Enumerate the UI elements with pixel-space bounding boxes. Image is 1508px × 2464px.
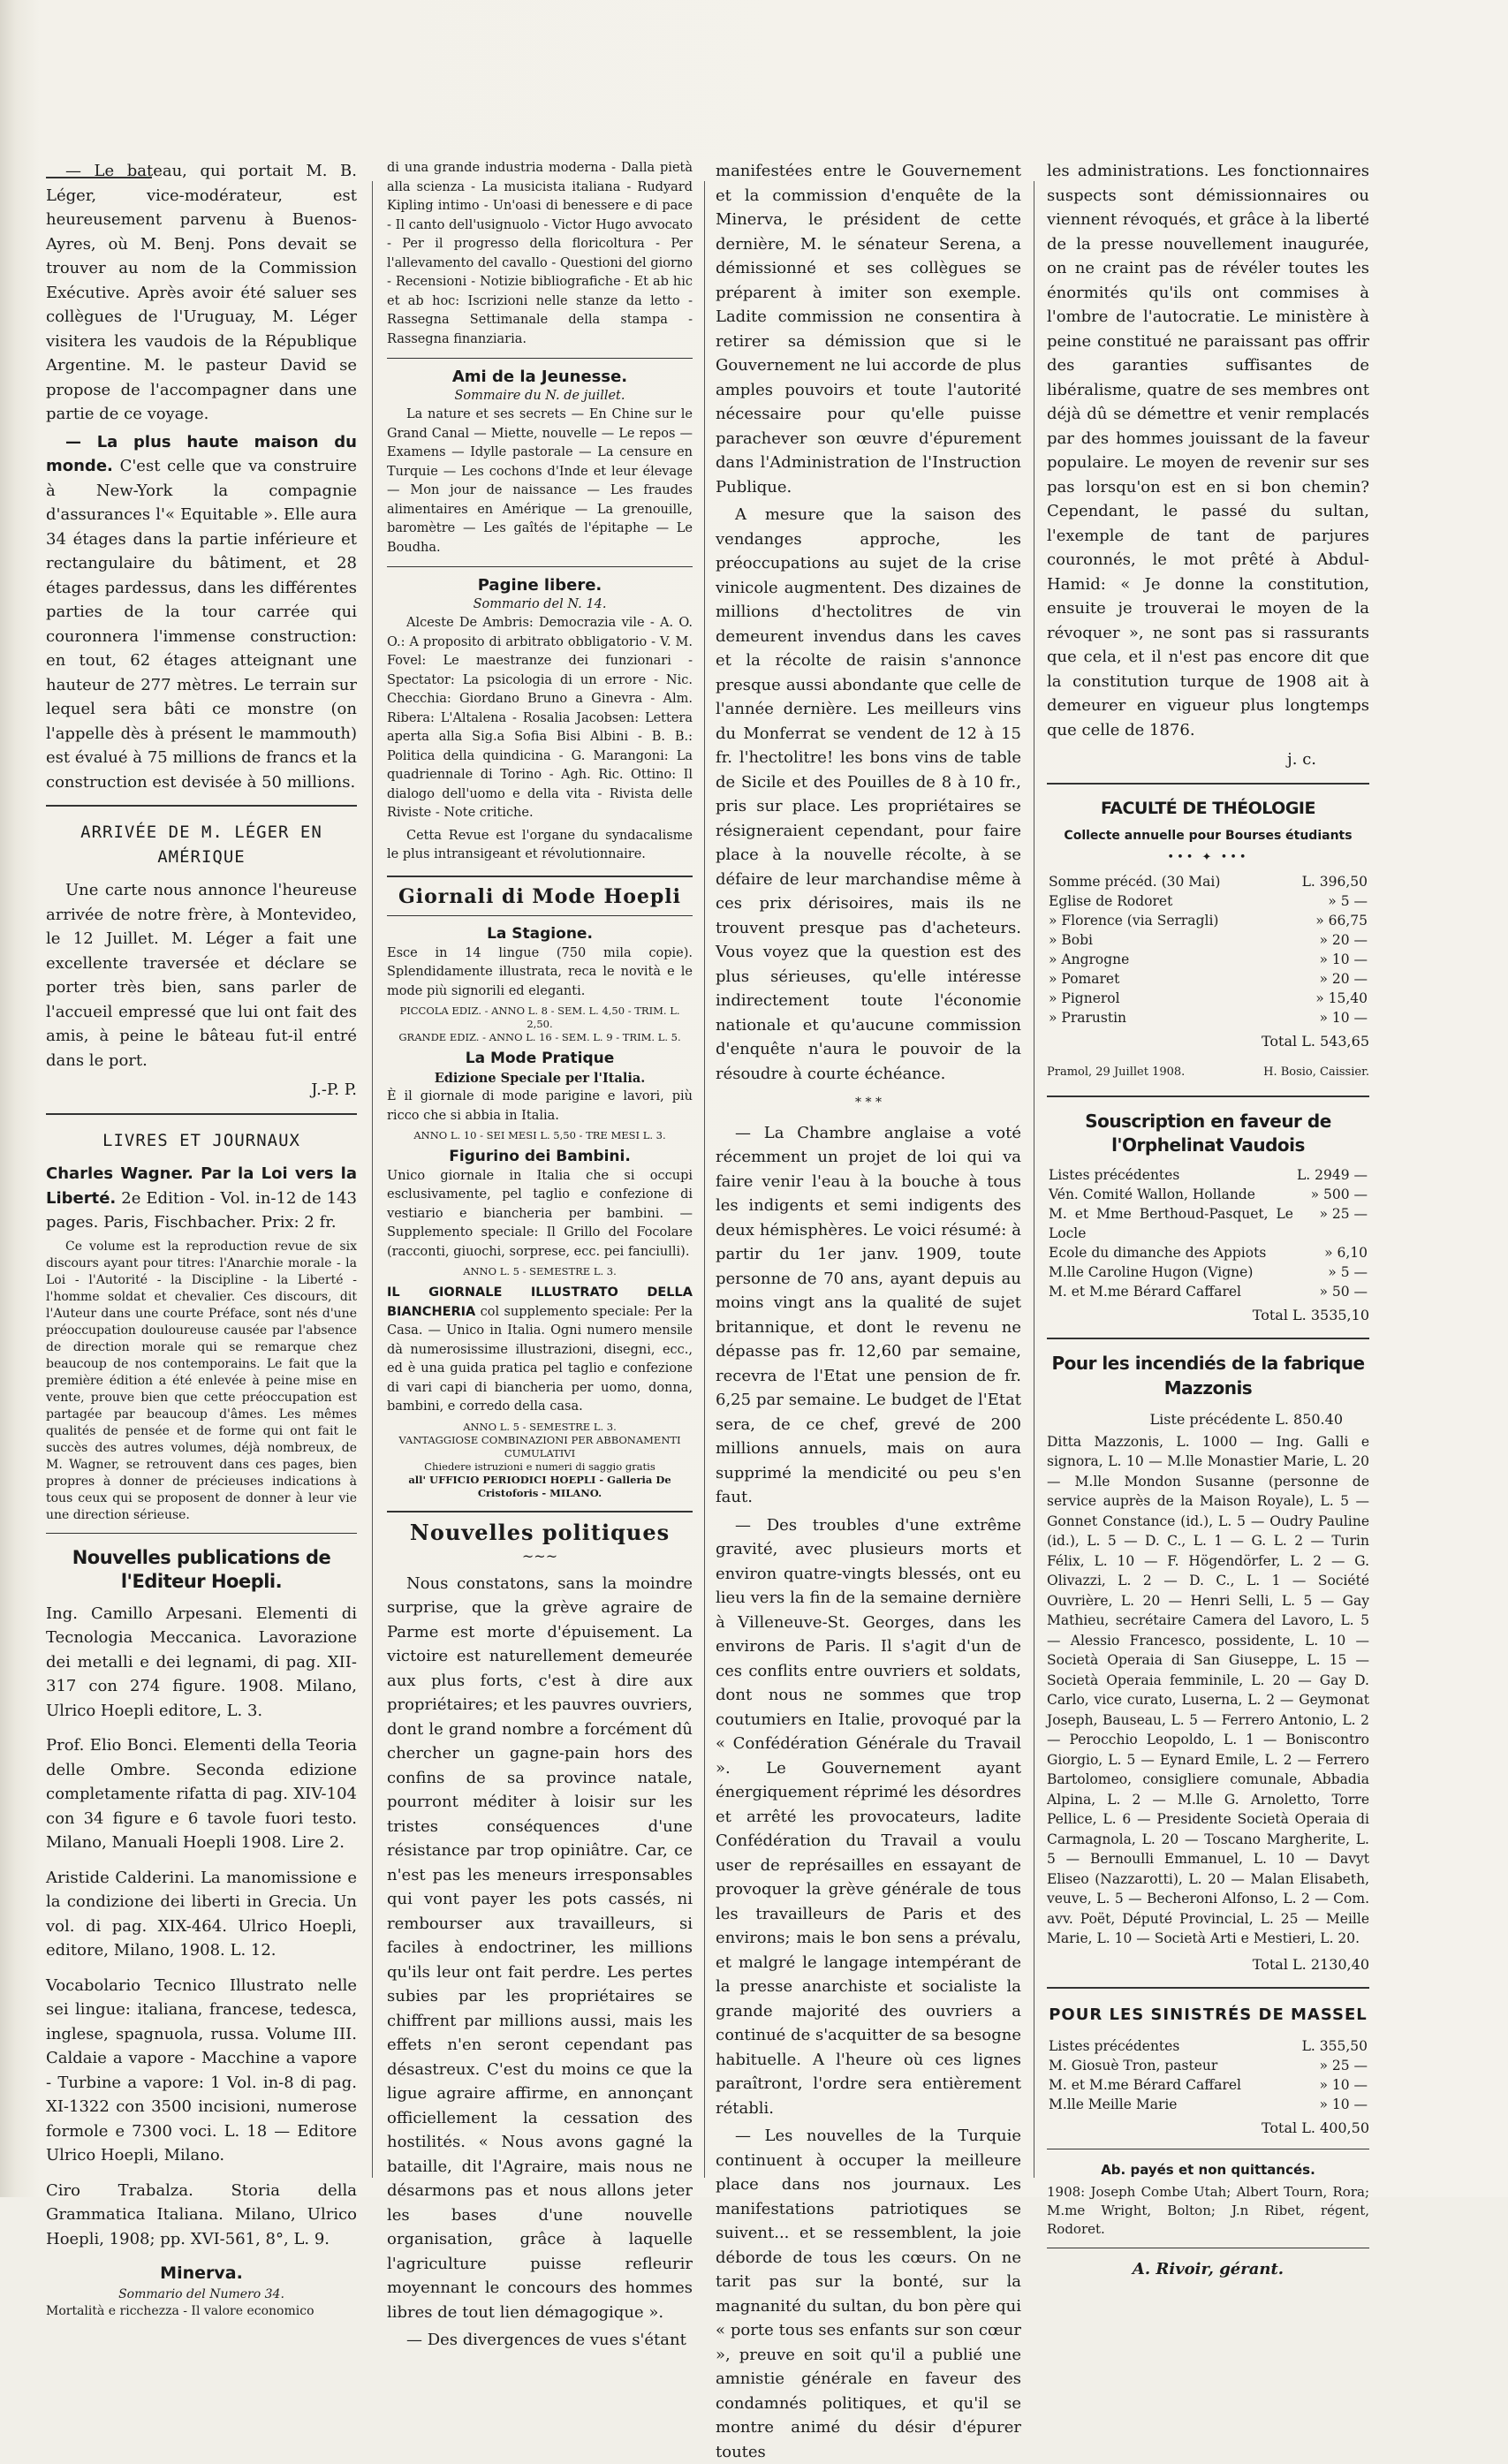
orphelinat-row-label: Listes précédentes — [1049, 1166, 1180, 1183]
mode-body: È il giornale di mode parigine e lavori, più ricco che si abbia in Italia. — [387, 1089, 693, 1123]
column-1 — [46, 159, 357, 2318]
divider — [387, 915, 693, 916]
divider — [1047, 1096, 1369, 1097]
stagione-price-2: GRANDE EDIZ. - ANNO L. 16 - SEM. L. 9 - TRIM. L. 5. — [398, 1031, 681, 1043]
book-entry-1: Ing. Camillo Arpesani. Elementi di Tecnologia Meccanica. Lavorazione dei metalli e dei legnami, di pag. XII-317 con 274 figure. 1908. Milano, Ulrico Hoepli editore, L. 3. — [46, 1603, 357, 1720]
orphelinat-row-amount: L. 2949 — — [1296, 1166, 1368, 1183]
mazzonis-previous: Liste précédente L. 850.40 — [1149, 1411, 1343, 1428]
divider — [1047, 1338, 1369, 1339]
divider — [1047, 1987, 1369, 1989]
arrivee-signature: J.-P. P. — [311, 1080, 357, 1099]
biancheria-price: ANNO L. 5 - SEMESTRE L. 3. — [463, 1420, 617, 1433]
faculte-row-amount: » 20 — — [1319, 931, 1368, 948]
column-3 — [716, 159, 1021, 2461]
orphelinat-title: Souscription en faveur de l'Orphelinat Vaudois — [1085, 1110, 1331, 1156]
politiques-p2: — Des divergences de vues s'étant — [406, 2331, 686, 2349]
news-maison-body: C'est celle que va construire à New-York la compagnie d'assurances l'« Equitable ». Elle aura 34 étages dans la partie inférieure et rectangulaire du bâtiment, et 28 étages pardessus, dans les différentes parties de la tour carrée qui couronnera l'immense construction: en tout, 62 étages atteignant une hauteur de 277 mètres. Le terrain sur lequel sera bâti ce monstre (on l'appelle dès à présent le mammouth) est évalué à 75 millions de francs et la construction est devisée à 50 millions. — [46, 457, 357, 792]
faculte-row-amount: L. 396,50 — [1301, 873, 1368, 890]
news-maison-head: — La plus haute maison du monde. — [46, 432, 357, 475]
politiques-title: Nouvelles politiques — [409, 1519, 671, 1545]
massel-row-amount: » 10 — — [1319, 2076, 1368, 2093]
book-entry-5: Ciro Trabalza. Storia della Grammatica Italiana. Milano, Ulrico Hoepli, 1908; pp. XVI-561, 8°, L. 9. — [46, 2180, 357, 2248]
mode-subtitle: Edizione Speciale per l'Italia. — [434, 1070, 646, 1086]
divider — [46, 805, 357, 807]
faculte-caissier: H. Bosio, Caissier. — [1263, 1065, 1369, 1079]
faculte-row — [1047, 969, 1369, 989]
faculte-ornament: ••• ✦ ••• — [1167, 851, 1249, 864]
faculte-footer — [1047, 1060, 1369, 1085]
orphelinat-table — [1047, 1165, 1369, 1301]
ufficio-text: all' UFFICIO PERIODICI HOEPLI - Galleria De Cristoforis - MILANO. — [408, 1473, 671, 1499]
orphelinat-row-label: M.lle Caroline Hugon (Vigne) — [1049, 1263, 1254, 1280]
book-entry-3: Aristide Calderini. La manomissione e la condizione dei liberti in Grecia. Un vol. di pag. XIX-464. Ulrico Hoepli, editore, Milano, 1908. L. 12. — [46, 1868, 357, 1960]
faculte-row — [1047, 1008, 1369, 1027]
mode-title: La Mode Pratique — [465, 1050, 615, 1067]
faculte-title: FACULTÉ DE THÉOLOGIE — [1101, 798, 1315, 818]
faculte-row-label: » Prarustin — [1049, 1009, 1127, 1026]
biancheria-body: col supplemento speciale: Per la Casa. — Unico in Italia. Ogni numero mensile dà numerosissime illustrazioni, disegni, ecc., ed è una guida pratica pel taglio e confezione di vari capi di biancheria per uomo, donna, bambini, e corredo della casa. — [387, 1304, 693, 1414]
faculte-row-amount: » 20 — — [1319, 970, 1368, 987]
wagner-head: Charles Wagner. Par la Loi vers la Liberté. — [46, 1164, 357, 1208]
mazzonis-title: Pour les incendiés de la fabrique Mazzonis — [1051, 1353, 1365, 1399]
hoepli-title: Nouvelles publications de l'Editeur Hoepli. — [72, 1546, 331, 1592]
wagner-entry — [46, 1162, 357, 1235]
orphelinat-total: Total L. 3535,10 — [1252, 1306, 1369, 1323]
massel-total: Total L. 400,50 — [1261, 2119, 1369, 2136]
figurino-body: Unico giornale in Italia che si occupi esclusivamente, pel taglio e confezione di vestiario e biancheria per bambini. — Supplemento speciale: Il Grillo del Focolare (racconti, giuochi, sorprese, ecc. pei fanciulli). — [387, 1168, 693, 1259]
wagner-review: Ce volume est la reproduction revue de six discours ayant pour titres: l'Anarchie morale - la Loi - l'Autorité - la Discipline - la Liberté - l'homme soldat et chevalier. Ces discours, dit l'Auteur dans une courte Préface, sont nés d'une préoccupation douloureuse causée par l'absence de direction morale qui se remarque chez beaucoup de nos contemporains. Le fait que la première édition a été enlevée à peine mise en vente, prouve bien que cette préoccupation est partagée par beaucoup d'âmes. Les mêmes qualités de pensée et de forme qui ont fait le succès des autres volumes, déjà nombreux, de M. Wagner, se retrouvent dans ces pages, bien propres à donner de précieuses indications à tous ceux qui se proposent de donner à leur vie une direction sérieuse. — [46, 1239, 357, 1522]
faculte-table — [1047, 872, 1369, 1027]
news-maison — [46, 430, 357, 795]
orphelinat-row-label: M. et M.me Bérard Caffarel — [1049, 1283, 1242, 1300]
orphelinat-row — [1047, 1185, 1369, 1204]
giornali-title: Giornali di Mode Hoepli — [398, 884, 682, 908]
faculte-date: Pramol, 29 Juillet 1908. — [1047, 1065, 1186, 1079]
vantaggiose-text: VANTAGGIOSE COMBINAZIONI PER ABBONAMENTI CUMULATIVI — [398, 1433, 681, 1459]
faculte-row-amount: » 10 — — [1319, 951, 1368, 967]
orphelinat-row — [1047, 1165, 1369, 1185]
pagine-title: Pagine libere. — [477, 576, 602, 595]
book-entry-4: Vocabolario Tecnico Illustrato nelle sei lingue: italiana, francese, tedesca, inglese, spagnuola, russa. Volume III. Caldaie a vapore - Macchine a vapore - Turbine a vapore: 1 Vol. in-8 di pag. XI-1322 con 3500 incisioni, numerose formole e 7300 voci. L. 18 — Editore Ulrico Hoepli, Milano. — [46, 1975, 357, 2165]
wagner-body: 2e Edition - Vol. in-12 de 143 pages. Paris, Fischbacher. Prix: 2 fr. — [46, 1188, 357, 1232]
minerva-title: Minerva. — [160, 2263, 243, 2283]
c3-paragraph-1: manifestées entre le Gouvernement et la commission d'enquête de la Minerva, le président de cette dernière, M. le sénateur Serena, a démissionné et ses collègues se préparent à imiter son exemple. Ladite commission ne consentira à retirer sa démission que si le Gouvernement ne lui accorde de plus amples pouvoirs et toute l'autorité nécessaire pour qu'elle puisse parachever son œuvre d'épurement dans l'Administration de l'Instruction Publique. — [716, 162, 1021, 497]
stars-separator: * * * — [855, 1096, 882, 1110]
faculte-row — [1047, 989, 1369, 1008]
massel-row-label: M. Giosuè Tron, pasteur — [1049, 2057, 1218, 2074]
faculte-row-amount: » 66,75 — [1315, 912, 1368, 929]
c3-paragraph-5: — Les nouvelles de la Turquie continuent à occuper la meilleure place dans nos journaux. Les manifestations patriotiques se suivent... et se ressemblent, la joie déborde de tous les cœurs. On ne tarit pas sur la bonté, sur la magnanité du sultan, du bon père qui « porte tous ses enfants sur son cœur », preuve en soit qu'il a publié une amnistie générale en faveur des condamnés politiques, et qu'il se montre animé du désir d'épurer toutes — [716, 2127, 1021, 2461]
massel-row-amount: » 10 — — [1319, 2096, 1368, 2112]
wave-ornament: ~~~ — [521, 1548, 558, 1565]
faculte-row — [1047, 911, 1369, 930]
pagine-body: Alceste De Ambris: Democrazia vile - A. O. O.: A proposito di arbitrato obbligatorio - V. M. Fovel: Le maestranze dei funzionari - Spectator: La psicologia di un errore - Nic. Checchia: Giordano Bruno a Ginevra - Alm. Ribera: L'Altalena - Rosalia Jacobsen: Lettera aperta alla Sig.a Sofia Bisi Albini - B. B.: Politica della quindicina - G. Marangoni: La quadriennale di Torino - Agh. Ric. Ottino: Il dialogo dell'uomo e della vita - Rivista delle Riviste - Note critiche. — [387, 616, 693, 820]
stagione-body: Esce in 14 lingue (750 mila copie). Splendidamente illustrata, reca le novità e le mode più signorili ed eleganti. — [387, 945, 693, 998]
massel-row — [1047, 2056, 1369, 2075]
massel-row — [1047, 2095, 1369, 2114]
c3-paragraph-3: — La Chambre anglaise a voté récemment un projet de loi qui va faire venir l'eau à la bouche à tous les indigents et semi indigents des deux hémisphères. Le voici résumé: à partir du 1er janv. 1909, toute personne de 70 ans, ayant depuis au moins vingt ans la qualité de sujet britannique, et dont le revenu ne dépasse pas fr. 12,60 par semaine, recevra de l'Etat une pension de fr. 6,25 par semaine. Le budget de l'Etat sera, de ce chef, grevé de 200 millions annuels, mais on aura supprimé la mendicité ou peu s'en faut. — [716, 1123, 1021, 1506]
orphelinat-row — [1047, 1204, 1369, 1243]
column-rule-2 — [704, 181, 705, 2178]
ami-subtitle: Sommaire du N. de juillet. — [454, 388, 625, 403]
faculte-row — [1047, 891, 1369, 911]
faculte-row-amount: » 5 — — [1328, 892, 1368, 909]
orphelinat-row-amount: » 500 — — [1310, 1186, 1368, 1202]
faculte-row-label: Eglise de Rodoret — [1049, 892, 1173, 909]
politiques-p1: Nous constatons, sans la moindre surprise, que la grève agraire de Parme est morte d'épuisement. La victoire est naturellement demeurée aux plus forts, c'est à dire aux propriétaires; et les pauvres ouvriers, dont le grand nombre a forcément dû chercher un gagne-pain hors des confins de sa province natale, pourront méditer à loisir sur les tristes conséquences d'une résistance par trop opiniâtre. Car, ce n'est pas les meneurs irresponsables qui vont payer les pots cassés, ni rembourser aux travailleurs, si faciles à endoctriner, les millions qu'ils leur ont fait perdre. Les pertes subies par les propriétaires se chiffrent par millions aussi, mais les effets n'en seront cependant pas désastreux. C'est du moins ce que la ligue agraire affirme, en annonçant officiellement la cessation des hostilités. « Nous avons gagné la bataille, dit l'Agraire, mais nous ne désarmons pas et nous allons jeter les bases d'une nouvelle organisation, grâce à laquelle l'agriculture puisse refleurir moyennant le concours des hommes libres de tout lien démagogique ». — [387, 1573, 693, 2322]
divider — [1047, 783, 1369, 785]
chiedere-text: Chiedere istruzioni e numeri di saggio gratis — [424, 1459, 655, 1473]
column-4 — [1047, 159, 1369, 2278]
orphelinat-row — [1047, 1262, 1369, 1282]
minerva-subtitle: Sommario del Numero 34. — [118, 2286, 284, 2301]
abpayes-body: 1908: Joseph Combe Utah; Albert Tourn, Rora; M.me Wright, Bolton; J.n Ribet, régent, Rodoret. — [1047, 2183, 1369, 2237]
divider — [387, 566, 693, 567]
figurino-price: ANNO L. 5 - SEMESTRE L. 3. — [463, 1265, 617, 1277]
pagine-subtitle: Sommario del N. 14. — [473, 596, 607, 611]
pagine-note: Cetta Revue est l'organe du syndacalisme le plus intransigeant et révolutionnaire. — [387, 828, 693, 861]
divider — [387, 358, 693, 359]
stagione-title: La Stagione. — [487, 925, 593, 943]
ami-title: Ami de la Jeunesse. — [451, 368, 628, 386]
orphelinat-row-amount: » 50 — — [1319, 1283, 1368, 1300]
faculte-row-label: » Pomaret — [1049, 970, 1120, 987]
orphelinat-row-label: M. et Mme Berthoud-Pasquet, Le Locle — [1049, 1205, 1293, 1241]
massel-table — [1047, 2036, 1369, 2114]
c4-signature: j. c. — [1287, 750, 1316, 769]
faculte-total: Total L. 543,65 — [1261, 1032, 1369, 1050]
faculte-row — [1047, 950, 1369, 969]
arrivee-body: Une carte nous annonce l'heureuse arrivée de notre frère, à Montevideo, le 12 Juillet. M. Léger a fait une excellente traversée et déclare se porter très bien, sans parler de l'accueil empressé que lui ont fait des amis, à peine le bâteau fut-il entré dans le port. — [46, 881, 357, 1070]
arrivee-title: ARRIVÉE DE M. LÉGER EN AMÉRIQUE — [80, 823, 322, 867]
gerant: A. Rivoir, gérant. — [1132, 2259, 1284, 2278]
orphelinat-row-label: Ecole du dimanche des Appiots — [1049, 1244, 1267, 1261]
biancheria-head: IL GIORNALE ILLUSTRATO DELLA BIANCHERIA — [387, 1285, 693, 1319]
massel-row-label: Listes précédentes — [1049, 2037, 1180, 2054]
news-bateau: — Le bateau, qui portait M. B. Léger, vice-modérateur, est heureusement parvenu à Buenos-Ayres, où M. Benj. Pons devait se trouver au nom de la Commission Exécutive. Après avoir été saluer ses collègues de l'Uruguay, M. Léger visitera les vaudois de la République Argentine. M. le pasteur David se propose de l'accompagner dans une partie de ce voyage. — [46, 162, 357, 423]
minerva-continued: di una grande industria moderna - Dalla pietà alla scienza - La musicista italiana - Rudyard Kipling intimo - Un'oasi di benessere e di pace - Il canto dell'usignuolo - Victor Hugo avvocato - Per il progresso della floricoltura - Per l'allevamento del cavallo - Questioni del giorno - Recensioni - Notizie bibliografiche - Et ab hic et ab hoc: Iscrizioni nelle stanze da letto - Rassegna Settimanale della stampa - Rassegna finanziaria. — [387, 161, 693, 346]
mazzonis-total: Total L. 2130,40 — [1252, 1955, 1369, 1973]
faculte-row-label: Somme précéd. (30 Mai) — [1049, 873, 1221, 890]
livres-title: LIVRES ET JOURNAUX — [102, 1130, 300, 1150]
massel-row-amount: » 25 — — [1319, 2057, 1368, 2074]
massel-row — [1047, 2036, 1369, 2056]
abpayes-title: Ab. payés et non quittancés. — [1101, 2162, 1315, 2178]
massel-title: POUR LES SINISTRÉS DE MASSEL — [1049, 2005, 1368, 2024]
biancheria-entry — [387, 1284, 693, 1417]
divider — [387, 1511, 693, 1513]
book-entry-2: Prof. Elio Bonci. Elementi della Teoria delle Ombre. Seconda edizione completamente rifatta di pag. XIV-104 con 34 figure e 6 tavole fuori testo. Milano, Manuali Hoepli 1908. Lire 2. — [46, 1736, 357, 1852]
mode-price: ANNO L. 10 - SEI MESI L. 5,50 - TRE MESI L. 3. — [413, 1129, 666, 1141]
massel-row-label: M.lle Meille Marie — [1049, 2096, 1178, 2112]
orphelinat-row — [1047, 1282, 1369, 1301]
c3-paragraph-2: A mesure que la saison des vendanges approche, les préoccupations au sujet de la crise vinicole augmentent. Des dizaines de millions d'hectolitres de vin demeurent invendus dans les caves et la récolte de raisin s'annonce presque aussi abondante que celle de l'année dernière. Les meilleurs vins du Monferrat se vendent de 12 à 15 fr. l'hectolitre! les bons vins de table de Sicile et des Pouilles de 8 à 10 fr., pris sur place. Les propriétaires se résigneraient cependant, pour faire place à la nouvelle récolte, à se défaire de leur marchandise même à ces prix dérisoires, mais ils ne trouvent presque pas d'acheteurs. Vous voyez que la question est des plus sérieuses, qu'elle intéresse indirectement toute l'économie nationale et qu'aucune commission d'enquête n'aura le pouvoir de la résoudre à courte échéance. — [716, 505, 1021, 1083]
mazzonis-body: Ditta Mazzonis, L. 1000 — Ing. Galli e signora, L. 10 — M.lle Monastier Marie, L. 20 — M.lle Mondon Susanne (personne de service auprès de la Maison Royale), L. 5 — Gonnet Constance (id.), L. 5 — Oudry Pauline (id.), L. 5 — D. C., L. 1 — G. L. 2 — Turin Félix, L. 10 — F. Högendörfer, L. 2 — G. Olivazzi, L. 2 — D. C., L. 1 — Société Ouvrière, L. 20 — Henri Selli, L. 5 — Gay Mathieu, secrétaire Camera del Lavoro, L. 5 — Alessio Francesco, possidente, L. 10 — Società Operaia di San Giuseppe, L. 15 — Società Operaia femminile, L. 20 — Gay D. Carlo, vice curato, Luserna, L. 2 — Geymonat Joseph, Bauseau, L. 5 — Ferrero Antonio, L. 2 — Perocchio Leopoldo, L. 1 — Boniscontro Giorgio, L. 5 — Eynard Emile, L. 2 — Ferrero Bartolomeo, consigliere comunale, Abbadia Alpina, L. 2 — M.lle G. Arnoletto, Torre Pellice, L. 6 — Presidente Società Operaia di Carmagnola, L. 20 — Toscano Margherite, L. 5 — Bernoulli Emmanuel, L. 10 — Davyt Eliseo (Nazzarotti), L. 20 — Malan Elisabeth, veuve, L. 5 — Becheroni Alfonso, L. 2 — Com. avv. Poët, Député Provincial, L. 25 — Meille Marie, L. 10 — Società Arti e Mestieri, L. 20. — [1047, 1433, 1369, 1946]
ami-body: La nature et ses secrets — En Chine sur le Grand Canal — Miette, nouvelle — Le repos — Examens — Idylle pastorale — La censure en Turquie — Les cochons d'Inde et leur élevage — Mon jour de naissance — Les fraudes alimentaires en Amérique — La grenouille, baromètre — Les gaîtés de l'épitaphe — Le Boudha. — [387, 407, 693, 555]
faculte-row — [1047, 930, 1369, 950]
figurino-title: Figurino dei Bambini. — [449, 1148, 631, 1165]
massel-row — [1047, 2075, 1369, 2095]
faculte-subtitle: Collecte annuelle pour Bourses étudiants — [1064, 829, 1353, 843]
massel-row-label: M. et M.me Bérard Caffarel — [1049, 2076, 1242, 2093]
faculte-row-label: » Angrogne — [1049, 951, 1130, 967]
orphelinat-row-amount: » 5 — — [1328, 1263, 1368, 1280]
faculte-row-label: » Bobi — [1049, 931, 1094, 948]
minerva-body: Mortalità e ricchezza - Il valore economico — [46, 2303, 314, 2318]
divider — [387, 876, 693, 877]
orphelinat-row — [1047, 1243, 1369, 1262]
faculte-row-amount: » 10 — — [1319, 1009, 1368, 1026]
faculte-row-label: » Florence (via Serragli) — [1049, 912, 1219, 929]
faculte-row-amount: » 15,40 — [1315, 989, 1368, 1006]
orphelinat-row-amount: » 25 — — [1319, 1205, 1368, 1222]
c3-paragraph-4: — Des troubles d'une extrême gravité, avec plusieurs morts et environ quatre-vingts blessés, ont eu lieu vers la fin de la semaine dernière à Villeneuve-St. Georges, dans les environs de Paris. Il s'agit d'un de ces conflits entre ouvriers et soldats, dont nous ne sommes que trop coutumiers en Italie, provoqué par la « Confédération Générale du Travail ». Le Gouvernement ayant énergiquement réprimé les désordres et arrêté les provocateurs, ladite Confédération du Travail a voulu user de représailles en essayant de provoquer la grève générale de tous les travailleurs de Paris et des environs; mais le bon sens a prévalu, et malgré le langage intempérant de la presse anarchiste et socialiste la grande majorité des ouvriers a continué de s'acquitter de sa besogne habituelle. A l'heure où ces lignes paraîtront, l'ordre sera entièrement rétabli. — [716, 1515, 1021, 2118]
faculte-row-label: » Pignerol — [1049, 989, 1120, 1006]
stagione-price-1: PICCOLA EDIZ. - ANNO L. 8 - SEM. L. 4,50 - TRIM. L. 2,50. — [399, 1005, 680, 1030]
divider — [46, 1533, 357, 1534]
orphelinat-row-label: Vén. Comité Wallon, Hollande — [1049, 1186, 1255, 1202]
divider — [46, 1113, 357, 1115]
column-rule-1 — [372, 181, 373, 2178]
c4-paragraph-1: les administrations. Les fonctionnaires suspects sont démissionnaires ou viennent révoqués, et grâce à la liberté de la presse nouvellement inaugurée, on ne craint pas de révéler toutes les énormités qu'ils ont commises à l'ombre de l'autocratie. Le ministère à peine constitué ne paraissant pas offrir des garanties suffisantes de libéralisme, quatre de ses membres ont déjà dû se démettre et venir remplacés par des hommes jouissant de la faveur populaire. Le moyen de revenir sur ses pas lorsqu'on est en si bon chemin? Cependant, le passé du sultan, l'exemple de tant de parjures couronnés, le mot prêté à Abdul-Hamid: « Je donne la constitution, ensuite je trouverai le moyen de la révoquer », ne sont pas si rassurants que cela, et il n'est pas encore dit que la constitution turque de 1908 ait à demeurer en vigueur plus longtemps que celle de 1876. — [1047, 162, 1369, 739]
orphelinat-row-amount: » 6,10 — [1324, 1244, 1368, 1261]
column-2 — [387, 159, 693, 2349]
massel-row-amount: L. 355,50 — [1301, 2037, 1368, 2054]
faculte-row — [1047, 872, 1369, 891]
